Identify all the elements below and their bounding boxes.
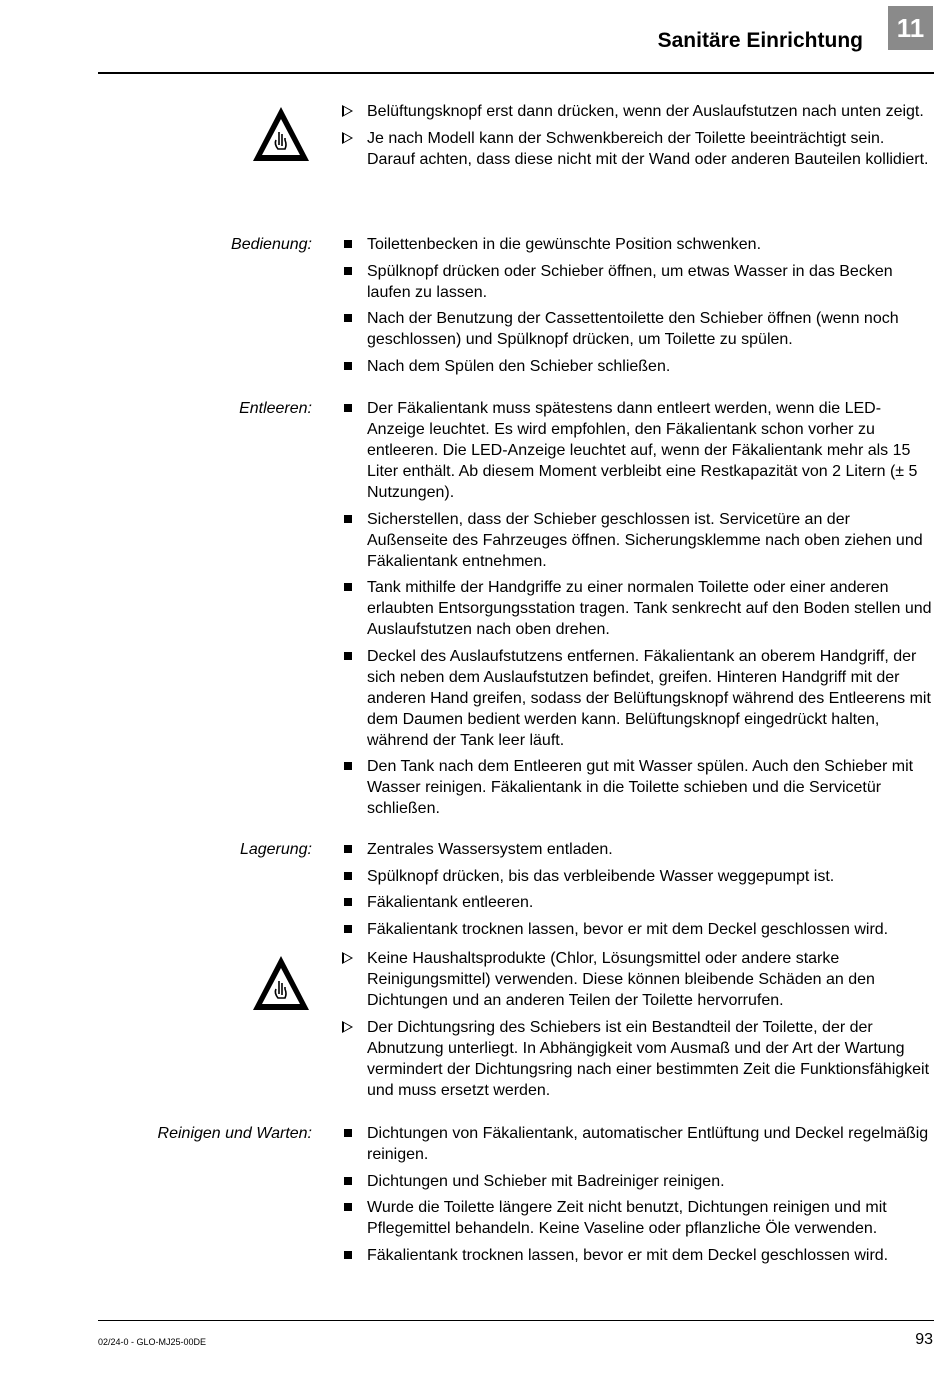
list-item-text: Wurde die Toilette längere Zeit nicht benutzt, Dichtungen reinigen und mit Pflegemittel behandeln. Keine Vaseline oder pflanzliche Öle verwenden.: [367, 1199, 887, 1237]
list-item: [342, 1123, 934, 1165]
list-item-text: Sicherstellen, dass der Schieber geschlossen ist. Servicetüre an der Außenseite des Fahrzeuges öffnen. Sicherungsklemme nach oben ziehen und Fäkalientank entnehmen.: [367, 510, 923, 570]
warning-notes-2: [342, 948, 934, 1106]
list-item: [342, 261, 934, 303]
list-item-text: Der Fäkalientank muss spätestens dann entleert werden, wenn die LED-Anzeige leuchtet. Es wird empfohlen, den Fäkalientank schon vorher zu entleeren. Die LED-Anzeige leuchtet auf, wenn der Fäkalientank mehr als 15 Liter enthält. Ab diesem Moment verbleibt eine Restkapazität von 2 Litern (± 5 Nutzungen).: [367, 400, 918, 501]
square-bullet-icon: [344, 872, 352, 880]
list-item: [342, 892, 934, 913]
square-bullet-icon: [344, 404, 352, 412]
section-label-reinigen: Reinigen und Warten:: [157, 1125, 312, 1142]
note-item: [342, 948, 934, 1011]
square-bullet-icon: [344, 652, 352, 660]
note-item: [342, 1017, 934, 1101]
warning-notes-1: [342, 101, 934, 175]
list-item-text: Tank mithilfe der Handgriffe zu einer normalen Toilette oder einer anderen erlaubten Entsorgungsstation tragen. Tank senkrecht auf den Boden stellen und Auslaufstutzen nach oben drehen.: [367, 579, 932, 638]
list-item: [342, 308, 934, 350]
list-item-text: Toilettenbecken in die gewünschte Position schwenken.: [367, 236, 762, 253]
square-bullet-icon: [344, 1129, 352, 1137]
note-item: [342, 101, 934, 122]
section-entleeren: [342, 398, 934, 825]
square-bullet-icon: [344, 1251, 352, 1259]
list-item-text: Den Tank nach dem Entleeren gut mit Wasser spülen. Auch den Schieber mit Wasser reinigen. Fäkalientank in die Toilette schieben und die Servicetür schließen.: [367, 758, 914, 817]
list-item-text: Spülknopf drücken, bis das verbleibende Wasser weggepumpt ist.: [367, 867, 835, 885]
list-item-text: Dichtungen von Fäkalientank, automatischer Entlüftung und Deckel regelmäßig reinigen.: [367, 1125, 929, 1163]
list-item: [342, 1171, 934, 1192]
list-item: [342, 577, 934, 640]
list-item-text: Nach dem Spülen den Schieber schließen.: [367, 357, 671, 375]
header-rule: [98, 72, 934, 74]
square-bullet-icon: [344, 925, 352, 933]
square-bullet-icon: [344, 314, 352, 322]
note-text: Der Dichtungsring des Schiebers ist ein Bestandteil der Toilette, der der Abnutzung unterliegt. In Abhängigkeit vom Ausmaß und der Art der Wartung vermindert der Dichtungsring nach einer bestimmten Zeit die Funktionsfähigkeit und muss ersetzt werden.: [367, 1018, 930, 1099]
list-item-text: Deckel des Auslaufstutzens entfernen. Fäkalientank an oberem Handgriff, der sich neben dem Auslaufstutzen befindet, greifen. Hinteren Handgriff mit der anderen Hand greifen, sodass der Belüftungsknopf während des Entleerens mit dem Daumen bedient werden kann. Belüftungsknopf eingedrückt halten, während der Tank leer läuft.: [367, 647, 931, 749]
square-bullet-icon: [344, 1177, 352, 1185]
list-item: [342, 509, 934, 572]
page-number: 93: [915, 1331, 933, 1348]
list-item: [342, 234, 934, 255]
square-bullet-icon: [344, 845, 352, 853]
note-text: Keine Haushaltsprodukte (Chlor, Lösungsmittel oder andere starke Reinigungsmittel) verwenden. Diese können bleibende Schäden an den Dichtungen und an anderen Teilen der Toilette hervorrufen.: [367, 950, 875, 1009]
warning-hand-icon: [250, 104, 312, 164]
list-item: [342, 839, 934, 860]
footer-rule: [98, 1320, 934, 1321]
square-bullet-icon: [344, 240, 352, 248]
list-item: [342, 646, 934, 751]
list-item: [342, 1197, 934, 1239]
list-item: [342, 1245, 934, 1266]
note-text: Belüftungsknopf erst dann drücken, wenn der Auslaufstutzen nach unten zeigt.: [367, 103, 924, 120]
triangle-right-icon: [342, 132, 353, 144]
list-item-text: Zentrales Wassersystem entladen.: [367, 841, 613, 858]
list-item-text: Fäkalientank trocknen lassen, bevor er mit dem Deckel geschlossen wird.: [367, 1246, 889, 1264]
section-lagerung: [342, 839, 934, 945]
list-item-text: Fäkalientank entleeren.: [367, 894, 534, 911]
list-item-text: Nach der Benutzung der Cassettentoilette den Schieber öffnen (wenn noch geschlossen) und Spülknopf drücken, um Toilette zu spülen.: [367, 310, 899, 348]
triangle-right-icon: [342, 952, 353, 964]
list-item: [342, 919, 934, 940]
section-bedienung: [342, 234, 934, 382]
list-item: [342, 356, 934, 377]
square-bullet-icon: [344, 898, 352, 906]
chapter-number: 11: [888, 6, 933, 50]
list-item: [342, 866, 934, 887]
note-text: Je nach Modell kann der Schwenkbereich der Toilette beeinträchtigt sein. Darauf achten, dass diese nicht mit der Wand oder anderen Bauteilen kollidiert.: [367, 129, 929, 168]
triangle-right-icon: [342, 1021, 353, 1033]
page-title: Sanitäre Einrichtung: [657, 29, 863, 52]
list-item-text: Fäkalientank trocknen lassen, bevor er mit dem Deckel geschlossen wird.: [367, 920, 889, 938]
section-label-lagerung: Lagerung:: [239, 841, 312, 858]
square-bullet-icon: [344, 267, 352, 275]
list-item: [342, 398, 934, 503]
list-item-text: Spülknopf drücken oder Schieber öffnen, um etwas Wasser in das Becken laufen zu lassen.: [367, 262, 893, 301]
square-bullet-icon: [344, 762, 352, 770]
list-item: [342, 756, 934, 819]
square-bullet-icon: [344, 515, 352, 523]
document-id: 02/24-0 - GLO-MJ25-00DE: [98, 1337, 207, 1347]
section-reinigen: [342, 1123, 934, 1271]
section-label-bedienung: Bedienung:: [231, 236, 312, 253]
note-item: [342, 128, 934, 170]
section-label-entleeren: Entleeren:: [239, 400, 312, 417]
square-bullet-icon: [344, 362, 352, 370]
warning-hand-icon: [250, 953, 312, 1013]
square-bullet-icon: [344, 1203, 352, 1211]
triangle-right-icon: [342, 105, 353, 117]
square-bullet-icon: [344, 583, 352, 591]
list-item-text: Dichtungen und Schieber mit Badreiniger reinigen.: [367, 1172, 725, 1190]
